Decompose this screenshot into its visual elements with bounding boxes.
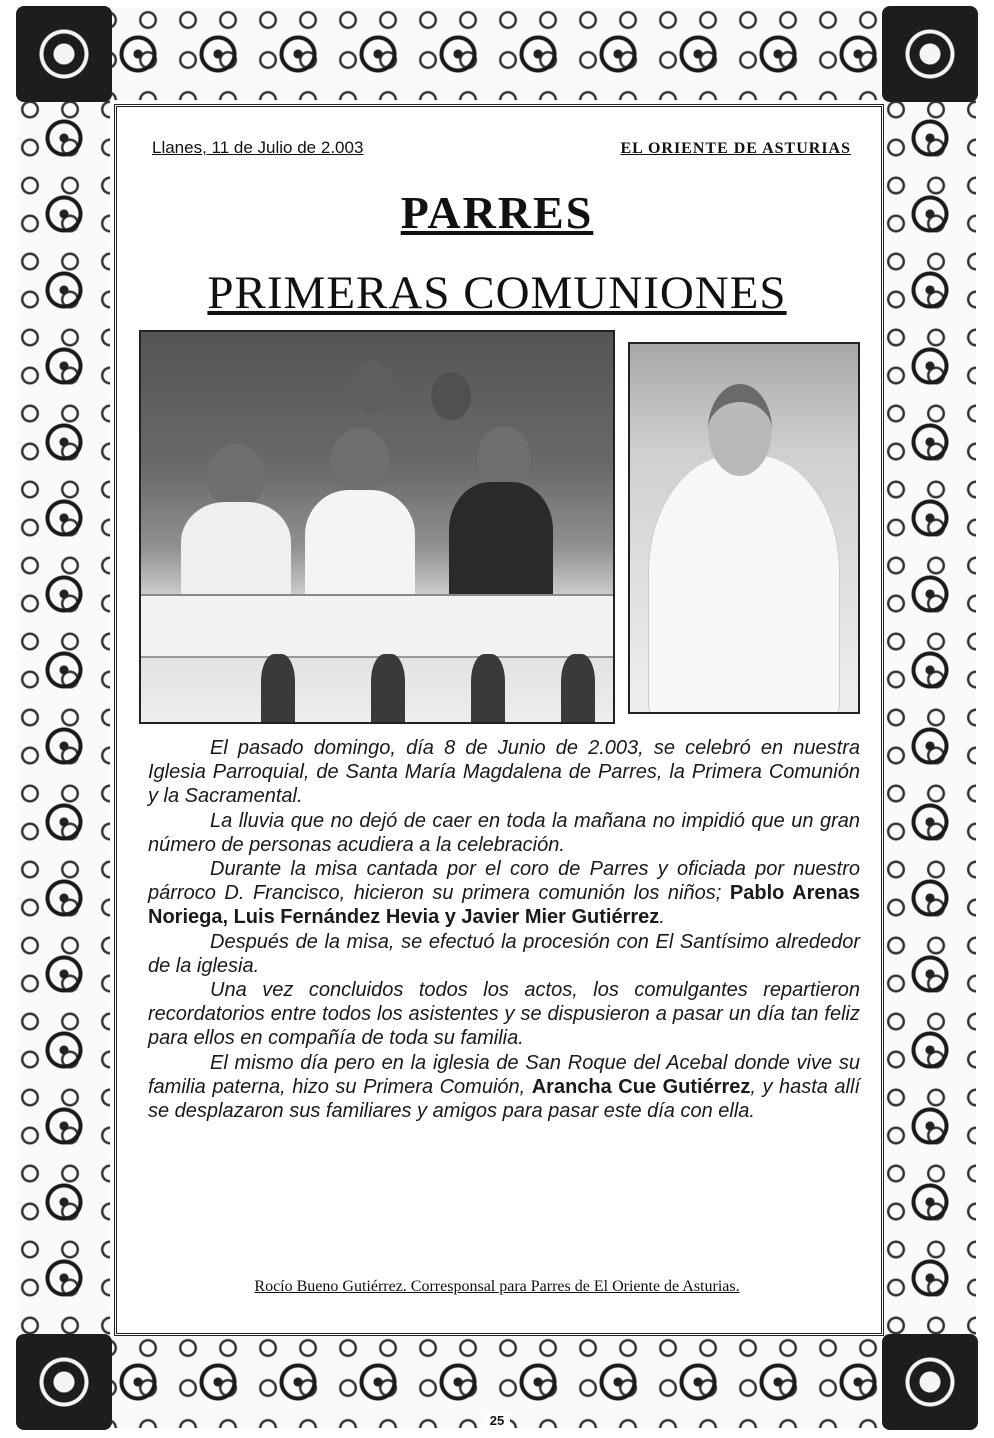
date-line: Llanes, 11 de Julio de 2.003 bbox=[152, 138, 364, 157]
newspaper-name: EL ORIENTE DE ASTURIAS bbox=[620, 140, 851, 157]
paragraph: Una vez concluidos todos los actos, los comulgantes repartieron recordatorios entre todos los asistentes y se dispusieron a pasar un día tan feliz para ellos en compañía de toda su familia. bbox=[148, 979, 860, 1050]
rail-post bbox=[371, 654, 405, 722]
boy-head bbox=[477, 426, 531, 490]
communicant-name: Arancha Cue Gutiérrez bbox=[531, 1075, 751, 1098]
corner-ornament-icon bbox=[882, 1334, 978, 1430]
girl-white-dress bbox=[648, 454, 840, 714]
background-person bbox=[351, 360, 395, 412]
page-number: 25 bbox=[484, 1413, 510, 1431]
photo-communion-boys bbox=[139, 330, 615, 724]
boy-head bbox=[331, 428, 389, 494]
background-person bbox=[431, 372, 471, 420]
boy-dark-suit bbox=[449, 482, 553, 602]
corner-ornament-icon bbox=[16, 1334, 112, 1430]
author-credit: Rocío Bueno Gutiérrez. Corresponsal para Parres de El Oriente de Asturias. bbox=[254, 1278, 740, 1295]
altar-rail bbox=[141, 594, 613, 658]
photo-communion-girl bbox=[628, 342, 860, 714]
rail-post bbox=[471, 654, 505, 722]
boy-white-suit bbox=[305, 490, 415, 602]
paragraph: Después de la misa, se efectuó la procesión con El Santísimo alrededor de la iglesia. bbox=[148, 930, 860, 977]
girl-head bbox=[708, 384, 772, 476]
article-body bbox=[148, 736, 860, 1123]
paragraph: La lluvia que no dejó de caer en toda la mañana no impidió que un gran número de personas acudiera a la celebración. bbox=[148, 809, 860, 856]
corner-ornament-icon bbox=[16, 6, 112, 102]
corner-ornament-icon bbox=[882, 6, 978, 102]
paragraph: Durante la misa cantada por el coro de Parres y oficiada por nuestro párroco D. Francisco, hicieron su primera comunión los niños; Pablo Arenas Noriega, Luis Fernández Hevia y Javier Mier Gutiérrez. bbox=[148, 858, 860, 929]
rail-post bbox=[561, 654, 595, 722]
headline: PRIMERAS COMUNIONES bbox=[207, 267, 787, 319]
section-title: PARRES bbox=[400, 187, 594, 238]
ornament-border-top bbox=[18, 8, 976, 100]
rail-post bbox=[261, 654, 295, 722]
boy-head bbox=[207, 444, 265, 510]
boy-sailor-suit bbox=[181, 502, 291, 602]
communicant-names: Pablo Arenas Noriega, Luis Fernández Hevia y Javier Mier Gutiérrez bbox=[148, 882, 860, 929]
paragraph: El mismo día pero en la iglesia de San Roque del Acebal donde vive su familia paterna, hizo su Primera Comuión, Arancha Cue Gutiérrez, y hasta allí se desplazaron sus familiares y amigos para pasar este día con ella. bbox=[148, 1051, 860, 1123]
paragraph: El pasado domingo, día 8 de Junio de 2.003, se celebró en nuestra Iglesia Parroquial, de Santa María Magdalena de Parres, la Primera Comunión y la Sacramental. bbox=[148, 737, 860, 808]
